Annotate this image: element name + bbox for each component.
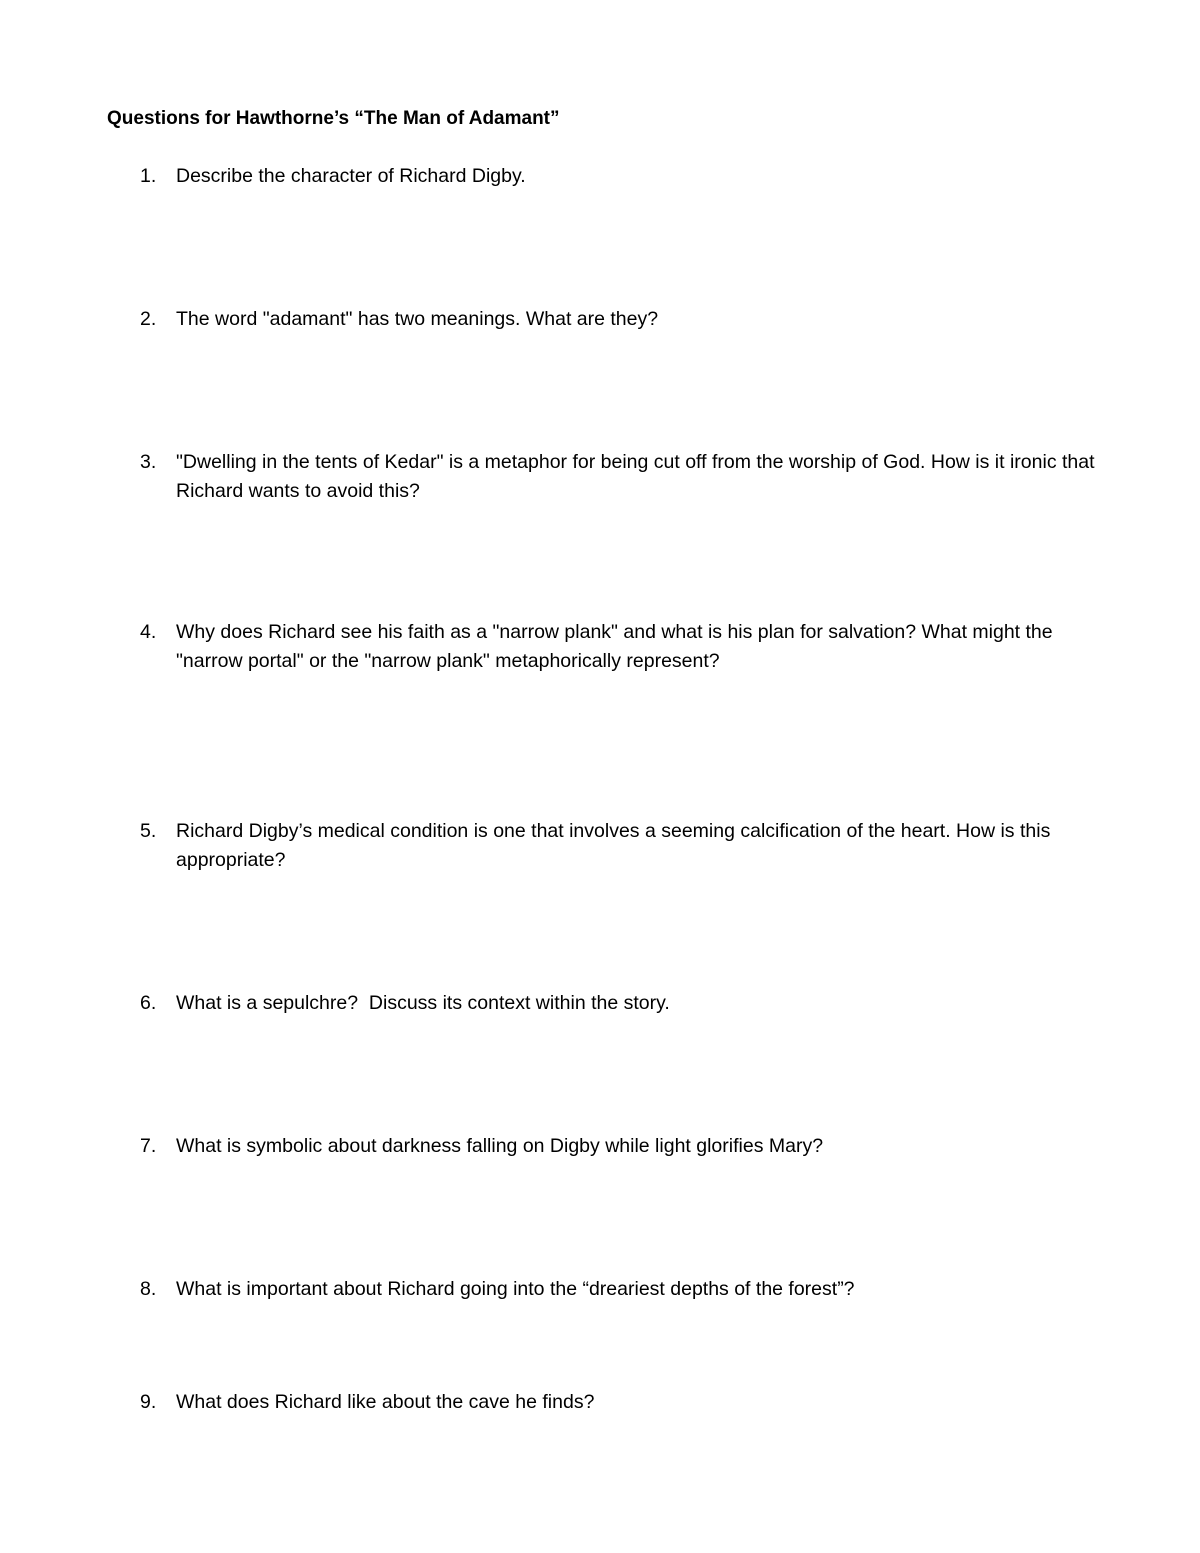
question-text: What is symbolic about darkness falling on Digby while light glorifies Mary? bbox=[176, 1135, 824, 1157]
question-item bbox=[140, 162, 1100, 191]
question-number: 7. bbox=[140, 1135, 157, 1157]
question-text: The word "adamant" has two meanings. What are they? bbox=[176, 308, 659, 330]
question-item bbox=[140, 305, 1100, 334]
question-item bbox=[140, 448, 1100, 506]
question-text: What does Richard like about the cave he finds? bbox=[176, 1391, 595, 1413]
question-number: 3. bbox=[140, 451, 157, 473]
question-text: What is a sepulchre? Discuss its context within the story. bbox=[176, 992, 670, 1014]
question-text: Describe the character of Richard Digby. bbox=[176, 165, 526, 187]
question-number: 1. bbox=[140, 165, 157, 187]
question-text: Richard Digby’s medical condition is one that involves a seeming calcification of the heart. How is this appropriate? bbox=[176, 820, 1051, 871]
question-item bbox=[140, 1132, 1100, 1161]
question-item bbox=[140, 989, 1100, 1018]
question-number: 8. bbox=[140, 1278, 157, 1300]
question-number: 6. bbox=[140, 992, 157, 1014]
question-number: 4. bbox=[140, 621, 157, 643]
question-number: 2. bbox=[140, 308, 157, 330]
question-text: What is important about Richard going into the “dreariest depths of the forest”? bbox=[176, 1278, 855, 1300]
document-title: Questions for Hawthorne’s “The Man of Adamant” bbox=[107, 108, 560, 129]
question-text: "Dwelling in the tents of Kedar" is a metaphor for being cut off from the worship of God. How is it ironic that Richard wants to avoid this? bbox=[176, 451, 1095, 502]
question-item bbox=[140, 618, 1100, 676]
question-text: Why does Richard see his faith as a "narrow plank" and what is his plan for salvation? What might the "narrow portal" or the "narrow plank" metaphorically represent? bbox=[176, 621, 1053, 672]
question-number: 9. bbox=[140, 1391, 157, 1413]
question-number: 5. bbox=[140, 820, 157, 842]
question-item bbox=[140, 1388, 1100, 1417]
question-item bbox=[140, 1275, 1100, 1304]
question-item bbox=[140, 817, 1100, 875]
